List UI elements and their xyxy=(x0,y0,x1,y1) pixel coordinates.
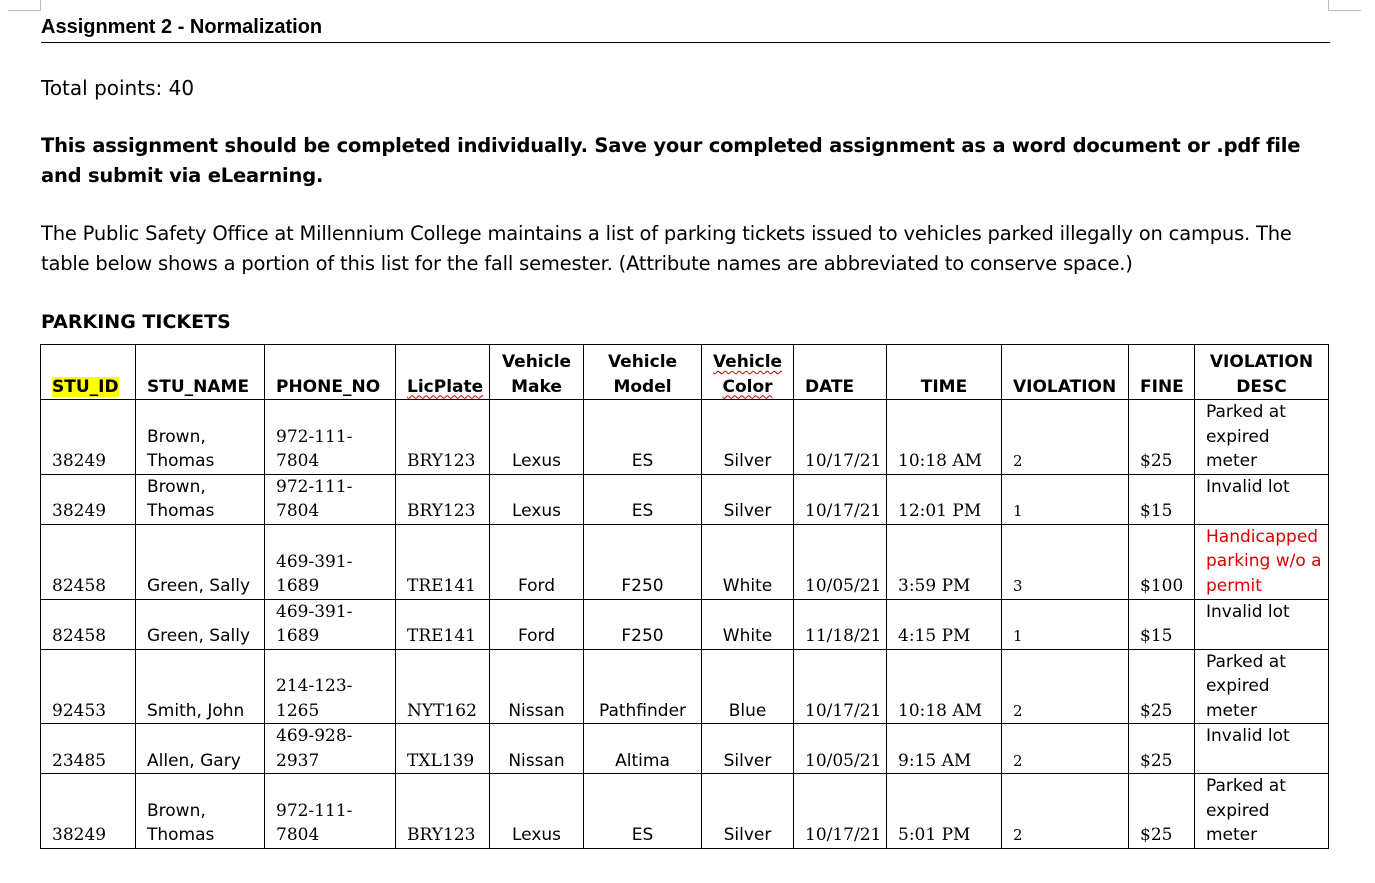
cell-time: 10:18 AM xyxy=(887,649,1002,724)
cell-phone-no: 469-391-1689 xyxy=(265,599,396,649)
cell-violation: 2 xyxy=(1002,400,1129,475)
cell-violation-desc: Parked at expired meter xyxy=(1195,400,1329,475)
cell-stu-id: 92453 xyxy=(41,649,136,724)
cell-color: White xyxy=(702,599,794,649)
cell-phone-no: 972-111-7804 xyxy=(265,400,396,475)
cell-time: 4:15 PM xyxy=(887,599,1002,649)
column-header-stu-id xyxy=(41,345,136,400)
cell-model: ES xyxy=(584,774,702,849)
cell-stu-id: 82458 xyxy=(41,524,136,599)
table-row xyxy=(41,524,1329,599)
table-row xyxy=(41,724,1329,774)
column-header-violation-desc: VIOLATION DESC xyxy=(1195,345,1329,400)
table-header-row xyxy=(41,345,1329,400)
page-corner-mark-left xyxy=(8,0,41,11)
cell-make: Lexus xyxy=(490,474,584,524)
cell-violation: 1 xyxy=(1002,599,1129,649)
intro-paragraph: The Public Safety Office at Millennium College maintains a list of parking tickets issued to vehicles parked illegally on campus. The table below shows a portion of this list for the fall semester. (Attribute names are abbreviated to conserve space.) xyxy=(41,222,1292,275)
cell-make: Lexus xyxy=(490,774,584,849)
page-corner-mark-right xyxy=(1328,0,1361,11)
cell-model: ES xyxy=(584,474,702,524)
cell-make: Nissan xyxy=(490,649,584,724)
cell-stu-id: 82458 xyxy=(41,599,136,649)
cell-date: 11/18/21 xyxy=(794,599,887,649)
total-points: Total points: 40 xyxy=(41,76,195,100)
cell-date: 10/05/21 xyxy=(794,524,887,599)
cell-violation-desc: Parked at expired meter xyxy=(1195,774,1329,849)
table-row xyxy=(41,400,1329,475)
cell-violation: 2 xyxy=(1002,649,1129,724)
parking-tickets-table xyxy=(40,344,1329,849)
cell-stu-name: Brown, Thomas xyxy=(136,774,265,849)
cell-violation-desc: Handicapped parking w/o a permit xyxy=(1195,524,1329,599)
cell-model: Pathfinder xyxy=(584,649,702,724)
cell-fine: $15 xyxy=(1129,474,1195,524)
column-header-phone-no: PHONE_NO xyxy=(265,345,396,400)
table-row xyxy=(41,599,1329,649)
column-header-date: DATE xyxy=(794,345,887,400)
column-header-time: TIME xyxy=(887,345,1002,400)
cell-color: White xyxy=(702,524,794,599)
cell-lic-plate: BRY123 xyxy=(396,474,490,524)
cell-date: 10/05/21 xyxy=(794,724,887,774)
document-header: Assignment 2 - Normalization xyxy=(41,13,1330,43)
cell-fine: $25 xyxy=(1129,774,1195,849)
cell-stu-id: 38249 xyxy=(41,474,136,524)
cell-make: Nissan xyxy=(490,724,584,774)
cell-color: Blue xyxy=(702,649,794,724)
cell-stu-name: Smith, John xyxy=(136,649,265,724)
cell-lic-plate: TRE141 xyxy=(396,599,490,649)
cell-stu-id: 38249 xyxy=(41,400,136,475)
cell-date: 10/17/21 xyxy=(794,649,887,724)
cell-lic-plate: NYT162 xyxy=(396,649,490,724)
cell-stu-name: Brown, Thomas xyxy=(136,474,265,524)
spellcheck-underline: LicPlate xyxy=(407,376,484,397)
column-header-vehicle-make: Vehicle Make xyxy=(490,345,584,400)
cell-time: 3:59 PM xyxy=(887,524,1002,599)
cell-stu-id: 38249 xyxy=(41,774,136,849)
cell-time: 5:01 PM xyxy=(887,774,1002,849)
cell-date: 10/17/21 xyxy=(794,400,887,475)
cell-violation-desc: Invalid lot xyxy=(1195,599,1329,649)
cell-date: 10/17/21 xyxy=(794,474,887,524)
cell-lic-plate: BRY123 xyxy=(396,774,490,849)
cell-stu-name: Brown, Thomas xyxy=(136,400,265,475)
cell-make: Ford xyxy=(490,524,584,599)
cell-time: 9:15 AM xyxy=(887,724,1002,774)
cell-lic-plate: TRE141 xyxy=(396,524,490,599)
cell-model: F250 xyxy=(584,524,702,599)
cell-violation: 2 xyxy=(1002,774,1129,849)
spellcheck-underline: Vehicle Color xyxy=(712,352,783,397)
cell-phone-no: 214-123-1265 xyxy=(265,649,396,724)
cell-model: F250 xyxy=(584,599,702,649)
cell-model: Altima xyxy=(584,724,702,774)
cell-fine: $15 xyxy=(1129,599,1195,649)
cell-violation: 2 xyxy=(1002,724,1129,774)
table-row xyxy=(41,774,1329,849)
cell-time: 10:18 AM xyxy=(887,400,1002,475)
cell-violation-desc: Parked at expired meter xyxy=(1195,649,1329,724)
cell-phone-no: 469-391-1689 xyxy=(265,524,396,599)
cell-stu-name: Green, Sally xyxy=(136,524,265,599)
cell-phone-no: 972-111-7804 xyxy=(265,474,396,524)
cell-lic-plate: TXL139 xyxy=(396,724,490,774)
highlighted-text: STU_ID xyxy=(52,376,119,397)
cell-phone-no: 972-111-7804 xyxy=(265,774,396,849)
instruction-paragraph: This assignment should be completed individually. Save your completed assignment as a word document or .pdf file and submit via eLearning. xyxy=(41,134,1301,187)
column-header-stu-name: STU_NAME xyxy=(136,345,265,400)
cell-violation: 3 xyxy=(1002,524,1129,599)
cell-time: 12:01 PM xyxy=(887,474,1002,524)
cell-stu-id: 23485 xyxy=(41,724,136,774)
table-title: PARKING TICKETS xyxy=(41,311,231,333)
cell-violation-desc: Invalid lot xyxy=(1195,474,1329,524)
cell-make: Lexus xyxy=(490,400,584,475)
cell-violation-desc: Invalid lot xyxy=(1195,724,1329,774)
cell-lic-plate: BRY123 xyxy=(396,400,490,475)
cell-phone-no: 469-928-2937 xyxy=(265,724,396,774)
cell-date: 10/17/21 xyxy=(794,774,887,849)
cell-color: Silver xyxy=(702,774,794,849)
cell-model: ES xyxy=(584,400,702,475)
column-header-vehicle-color xyxy=(702,345,794,400)
cell-violation: 1 xyxy=(1002,474,1129,524)
cell-fine: $25 xyxy=(1129,724,1195,774)
column-header-vehicle-model: Vehicle Model xyxy=(584,345,702,400)
table-row xyxy=(41,474,1329,524)
cell-color: Silver xyxy=(702,474,794,524)
cell-fine: $100 xyxy=(1129,524,1195,599)
cell-stu-name: Green, Sally xyxy=(136,599,265,649)
table-row xyxy=(41,649,1329,724)
column-header-violation: VIOLATION xyxy=(1002,345,1129,400)
cell-color: Silver xyxy=(702,400,794,475)
cell-fine: $25 xyxy=(1129,649,1195,724)
column-header-fine: FINE xyxy=(1129,345,1195,400)
column-header-lic-plate xyxy=(396,345,490,400)
cell-fine: $25 xyxy=(1129,400,1195,475)
cell-stu-name: Allen, Gary xyxy=(136,724,265,774)
cell-color: Silver xyxy=(702,724,794,774)
cell-make: Ford xyxy=(490,599,584,649)
